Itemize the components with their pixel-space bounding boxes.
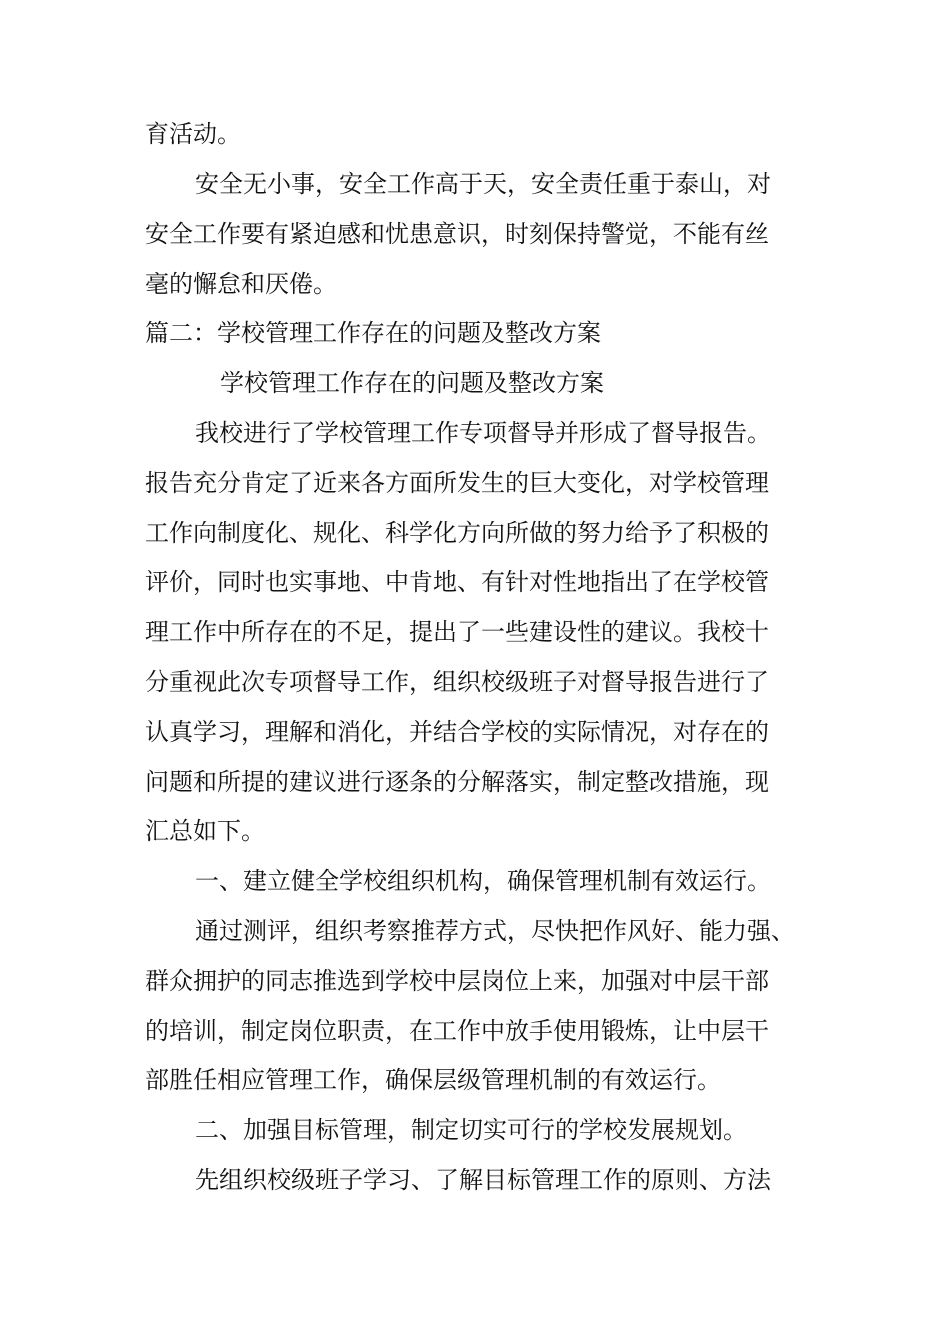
text-line: 群众拥护的同志推选到学校中层岗位上来，加强对中层干部: [145, 967, 769, 995]
text-line: 毫的懈怠和厌倦。: [145, 270, 337, 298]
text-line: 报告充分肯定了近来各方面所发生的巨大变化，对学校管理: [145, 469, 769, 497]
document-title: 学校管理工作存在的问题及整改方案: [220, 369, 604, 397]
text-line: 部胜任相应管理工作，确保层级管理机制的有效运行。: [145, 1066, 721, 1094]
text-line: 评价，同时也实事地、中肯地、有针对性地指出了在学校管: [145, 568, 769, 596]
section-heading: 一、建立健全学校组织机构，确保管理机制有效运行。: [195, 867, 771, 895]
text-line: 育活动。: [145, 120, 241, 148]
text-line: 工作向制度化、规化、科学化方向所做的努力给予了积极的: [145, 519, 769, 547]
section-heading: 篇二：学校管理工作存在的问题及整改方案: [145, 319, 601, 347]
text-line: 问题和所提的建议进行逐条的分解落实，制定整改措施，现: [145, 768, 769, 796]
text-line: 的培训，制定岗位职责，在工作中放手使用锻炼，让中层干: [145, 1017, 769, 1045]
text-line: 理工作中所存在的不足，提出了一些建设性的建议。我校十: [145, 618, 769, 646]
text-line: 我校进行了学校管理工作专项督导并形成了督导报告。: [195, 419, 771, 447]
text-line: 汇总如下。: [145, 817, 265, 845]
text-line: 安全工作要有紧迫感和忧患意识，时刻保持警觉，不能有丝: [145, 220, 769, 248]
text-line: 通过测评，组织考察推荐方式，尽快把作风好、能力强、: [195, 917, 795, 945]
text-line: 分重视此次专项督导工作，组织校级班子对督导报告进行了: [145, 668, 769, 696]
text-line: 先组织校级班子学习、了解目标管理工作的原则、方法: [195, 1166, 771, 1194]
section-heading: 二、加强目标管理，制定切实可行的学校发展规划。: [195, 1116, 747, 1144]
text-line: 认真学习，理解和消化，并结合学校的实际情况，对存在的: [145, 718, 769, 746]
text-line: 安全无小事，安全工作高于天，安全责任重于泰山，对: [195, 170, 771, 198]
